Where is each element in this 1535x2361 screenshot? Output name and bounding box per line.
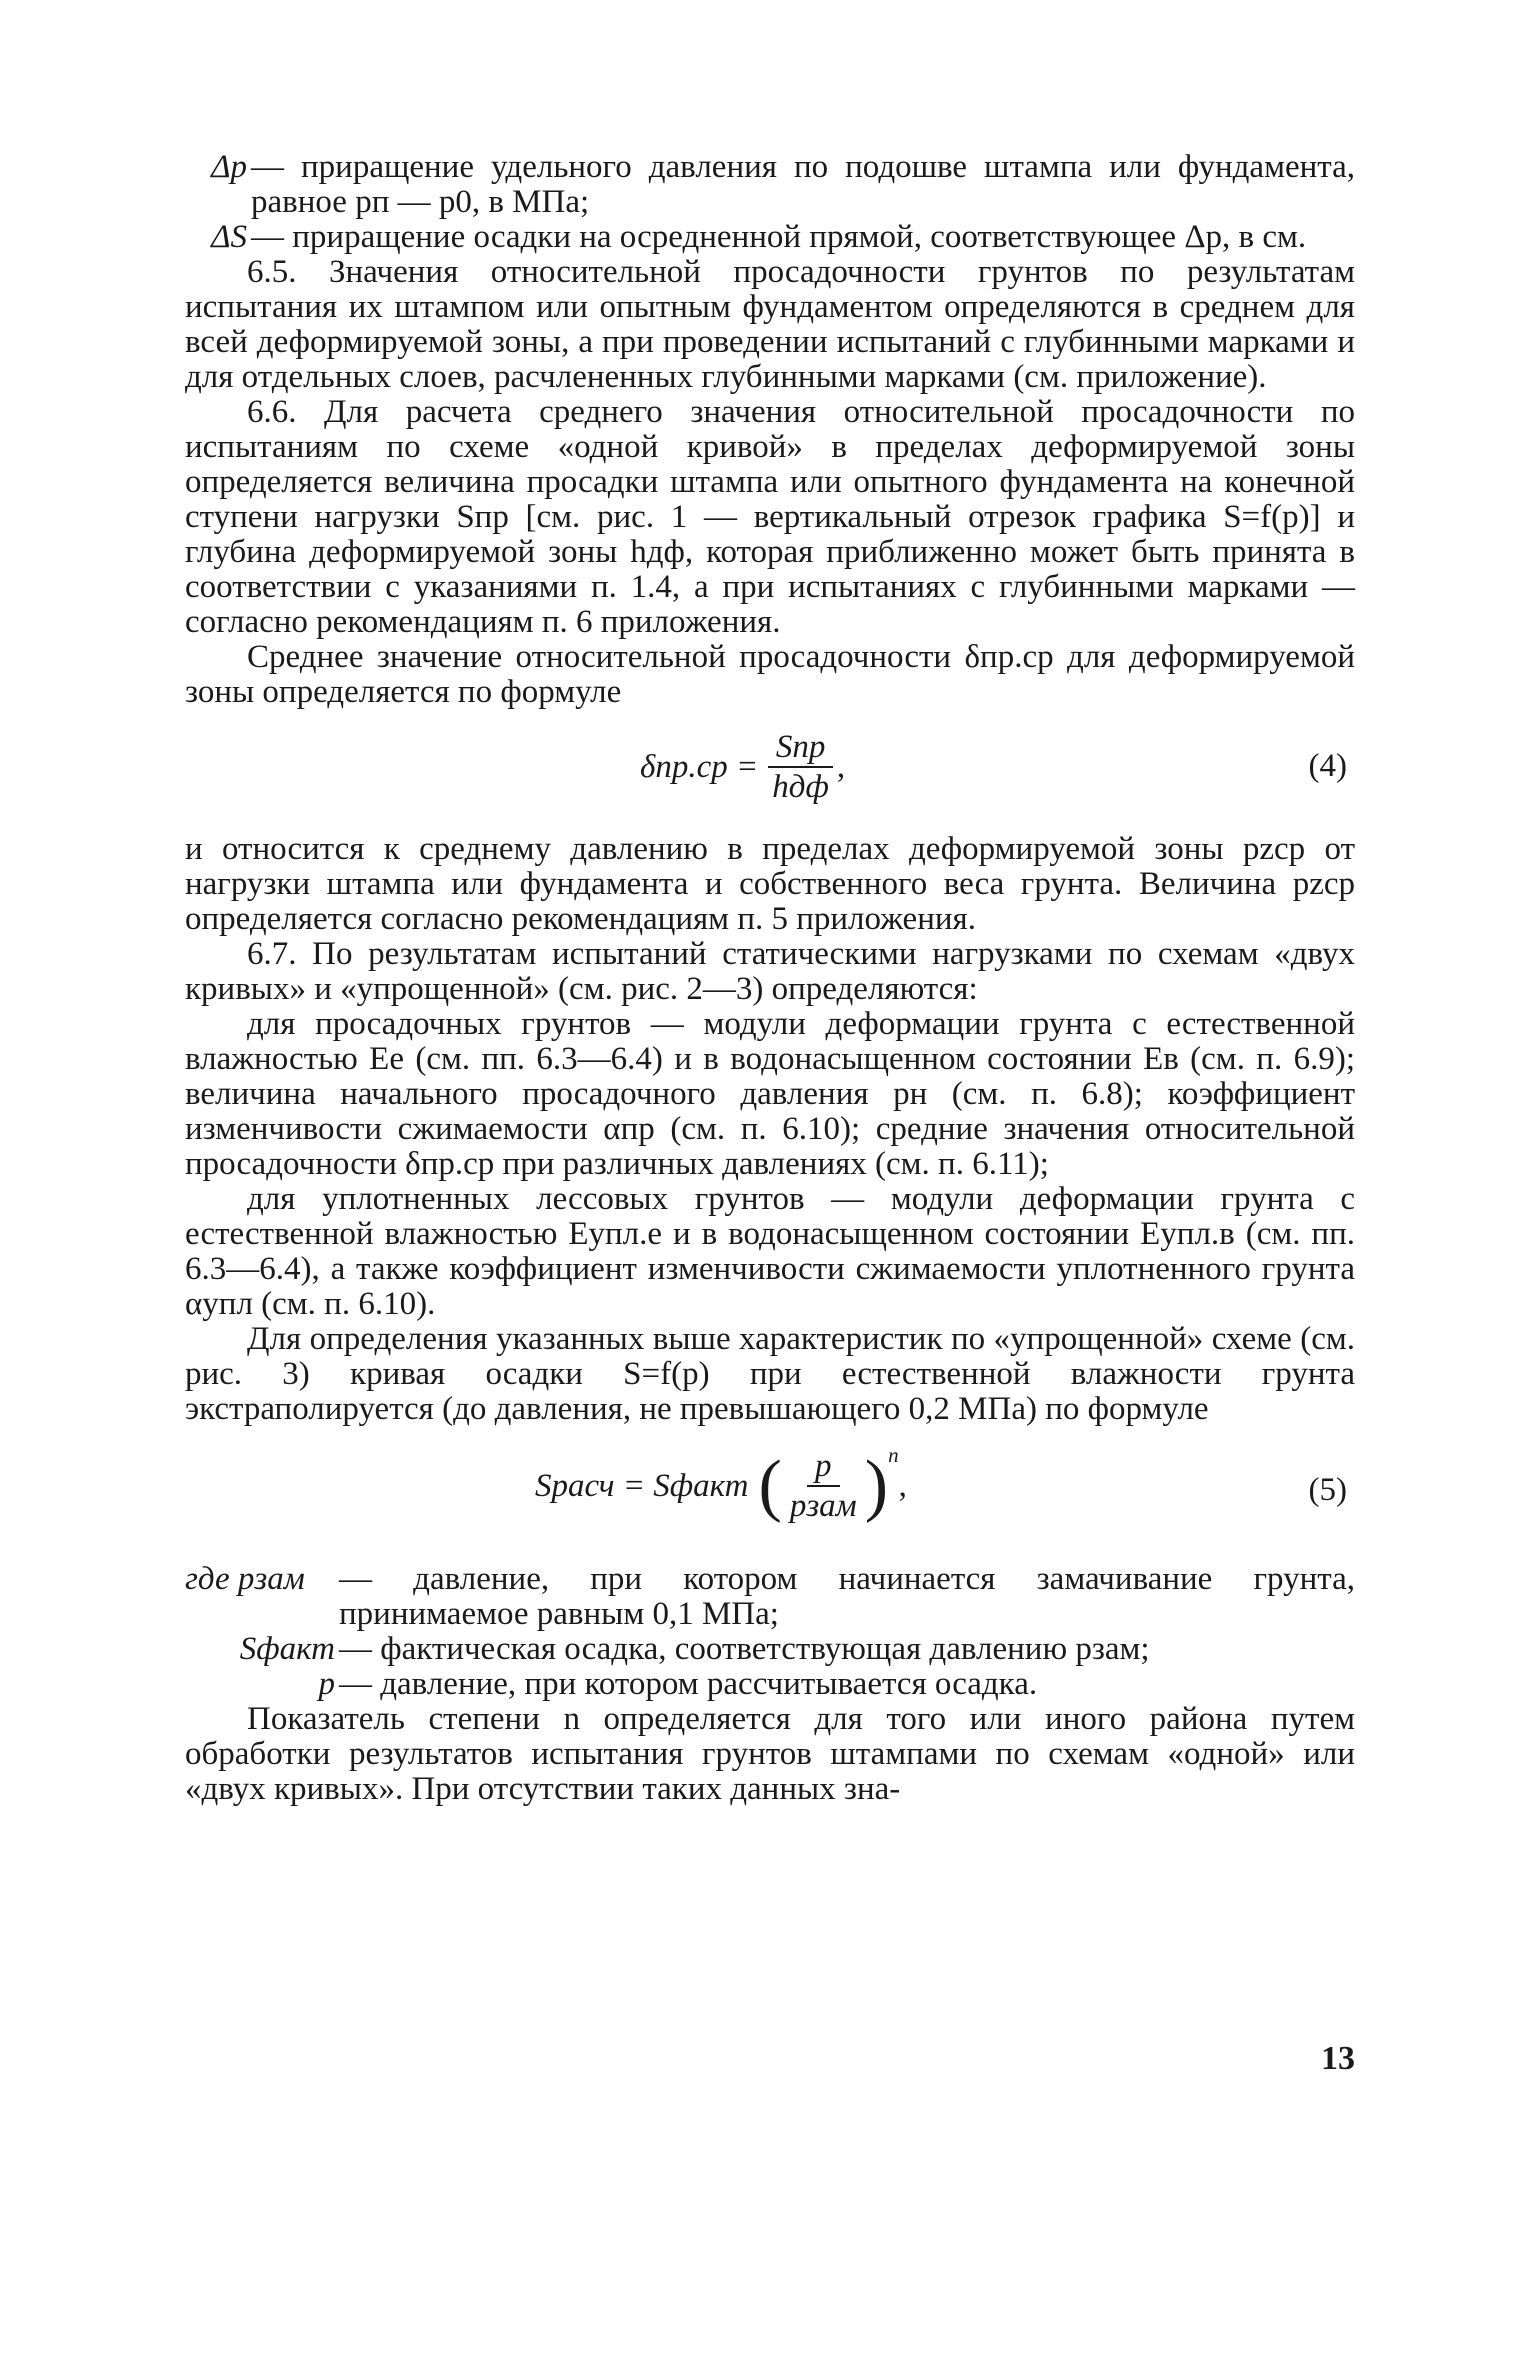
formula-4-tail: , bbox=[836, 748, 846, 785]
paragraph-mean-value: Среднее значение относительной просадочности δпр.ср для деформируемой зоны определяется по формуле bbox=[185, 639, 1355, 710]
formula-5-lhs: Sрасч = Sфакт bbox=[535, 1467, 749, 1504]
definition-s-fakt bbox=[185, 1632, 1355, 1667]
definition-text: — приращение удельного давления по подошве штампа или фундамента, равное pп — p0, в МПа; bbox=[251, 149, 1355, 220]
formula-5-denominator: pзам bbox=[789, 1488, 857, 1524]
formula-5-number: (5) bbox=[1308, 1472, 1347, 1508]
paragraph-power-exponent: Показатель степени n определяется для того или иного района путем обработки результатов испытания грунтов штампами по схемам «одной» или «двух кривых». При отсутствии таких данных зна- bbox=[185, 1701, 1355, 1807]
document-page bbox=[185, 150, 1355, 1807]
formula-5-tail: , bbox=[898, 1467, 907, 1504]
paragraph-simplified-scheme: Для определения указанных выше характеристик по «упрощенной» схеме (см. рис. 3) кривая осадки S=f(p) при естественной влажности грунта экстраполируется (до давления, не превышающего 0,2 МПа) по формуле bbox=[185, 1321, 1355, 1427]
formula-4-number: (4) bbox=[1308, 748, 1347, 784]
definition-text: — фактическая осадка, соответствующая давлению pзам; bbox=[339, 1631, 1150, 1667]
definition-ds bbox=[185, 220, 1355, 255]
paragraph-subsidence-soils: для просадочных грунтов — модули деформации грунта с естественной влажностью Ее (см. пп. 6.3—6.4) и в водонасыщенном состоянии Ев (см. п. 6.9); величина начального просадочного давления pн (см. п. 6.8); коэффициент изменчивости сжимаемости αпр (см. п. 6.10); средние значения относительной просадочности δпр.ср при различных давлениях (см. п. 6.11); bbox=[185, 1006, 1355, 1182]
page-number: 13 bbox=[1321, 2040, 1355, 2077]
definition-p bbox=[185, 1667, 1355, 1702]
paragraph-compacted-soils: для уплотненных лессовых грунтов — модули деформации грунта с естественной влажностью Еупл.е и в водонасыщенном состоянии Еупл.в (см. пп. 6.3—6.4), а также коэффициент изменчивости сжимаемости уплотненного грунта αупл (см. п. 6.10). bbox=[185, 1181, 1355, 1322]
paragraph-6-7: 6.7. По результатам испытаний статическими нагрузками по схемам «двух кривых» и «упрощенной» (см. рис. 2—3) определяются: bbox=[185, 936, 1355, 1007]
definition-symbol: где pзам bbox=[185, 1561, 305, 1597]
formula-5-power: n bbox=[888, 1443, 899, 1467]
formula-4-denominator: hдф bbox=[772, 769, 829, 805]
formula-5-left-paren: ( bbox=[758, 1447, 782, 1524]
formula-4 bbox=[185, 710, 1355, 832]
definition-text: — давление, при котором рассчитывается осадка. bbox=[339, 1666, 1038, 1702]
definition-symbol: Δp bbox=[211, 149, 247, 185]
definition-symbol: Sфакт bbox=[239, 1631, 335, 1667]
definition-text: — приращение осадки на осредненной прямой, соответствующее Δp, в см. bbox=[251, 219, 1307, 255]
definition-p-zam bbox=[185, 1562, 1355, 1632]
formula-5-numerator: p bbox=[807, 1447, 840, 1487]
formula-4-numerator: Sпр bbox=[768, 728, 834, 768]
formula-5-right-paren: ) bbox=[864, 1447, 889, 1524]
definition-text: — давление, при котором начинается замачивание грунта, принимаемое равным 0,1 МПа; bbox=[339, 1561, 1355, 1632]
definition-dp bbox=[185, 150, 1355, 220]
paragraph-relates: и относится к среднему давлению в пределах деформируемой зоны pzср от нагрузки штампа или фундамента и собственного веса грунта. Величина pzср определяется согласно рекомендациям п. 5 приложения. bbox=[185, 831, 1355, 937]
paragraph-6-5: 6.5. Значения относительной просадочности грунтов по результатам испытания их штампом или опытным фундаментом определяются в среднем для всей деформируемой зоны, а при проведении испытаний с глубинными марками и для отдельных слоев, расчлененных глубинными марками (см. приложение). bbox=[185, 254, 1355, 395]
formula-5 bbox=[185, 1427, 1355, 1562]
paragraph-6-6: 6.6. Для расчета среднего значения относительной просадочности по испытаниям по схеме «одной кривой» в пределах деформируемой зоны определяется величина просадки штампа или опытного фундамента на конечной ступени нагрузки Sпр [см. рис. 1 — вертикальный отрезок графика S=f(p)] и глубина деформируемой зоны hдф, которая приближенно может быть принята в соответствии с указаниями п. 1.4, а при испытаниях с глубинными марками — согласно рекомендациям п. 6 приложения. bbox=[185, 394, 1355, 640]
formula-4-lhs: δпр.ср = bbox=[640, 748, 759, 785]
definition-symbol: ΔS bbox=[211, 219, 247, 255]
definition-symbol: p bbox=[318, 1666, 335, 1702]
